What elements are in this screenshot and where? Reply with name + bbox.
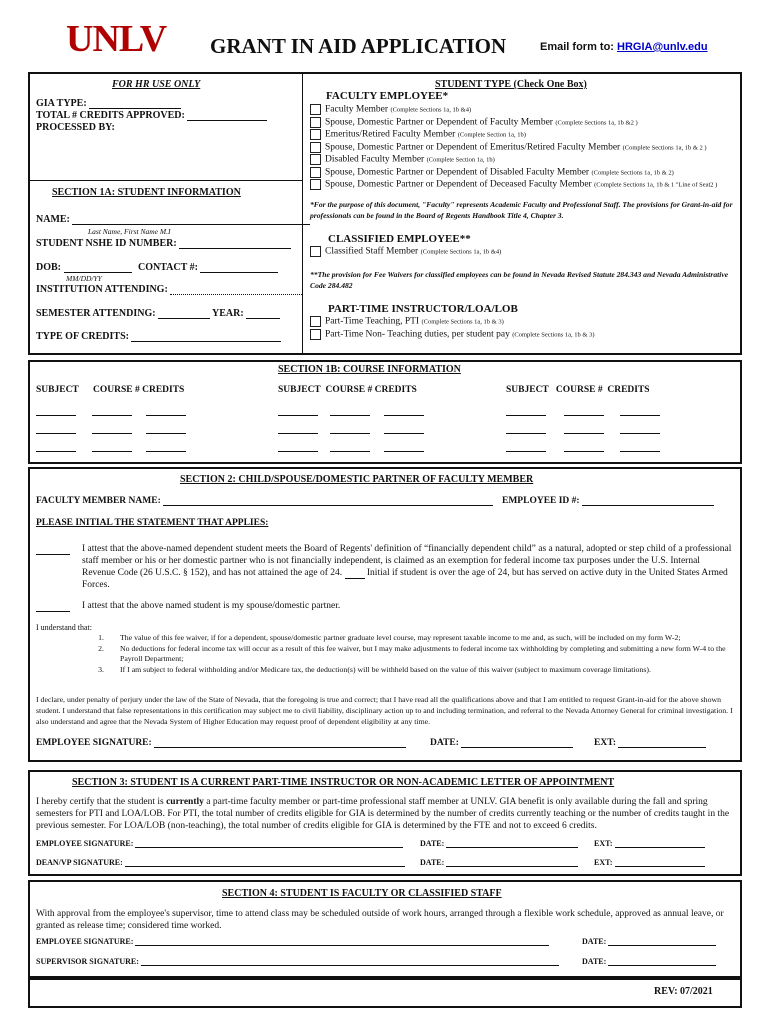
s3-date-field-1[interactable]: [420, 839, 578, 848]
course-blank[interactable]: [384, 415, 424, 416]
dean-signature-field[interactable]: [36, 858, 405, 867]
ext-label: EXT:: [594, 839, 613, 848]
faculty-option-3[interactable]: [310, 142, 740, 155]
option-label: Disabled Faculty Member: [325, 154, 425, 165]
date-label: DATE:: [420, 858, 445, 867]
date-label: DATE:: [582, 957, 607, 966]
faculty-name-field[interactable]: [36, 496, 493, 506]
revision-box: [28, 978, 742, 1008]
course-blank[interactable]: [564, 415, 604, 416]
option-label: Spouse, Domestic Partner or Dependent of Disabled Faculty Member: [325, 167, 590, 178]
year-label: YEAR:: [212, 308, 244, 319]
course-blank[interactable]: [92, 451, 132, 452]
list-text: If I am subject to federal withholding and/or Medicare tax, the deduction(s) will be withheld based on the value of this waiver (subject to maximum coverage limitations).: [120, 664, 651, 674]
checkbox[interactable]: [310, 246, 321, 257]
classified-employee-heading: CLASSIFIED EMPLOYEE**: [328, 233, 471, 245]
faculty-option-0[interactable]: [310, 104, 740, 117]
section1a-top-rule: [28, 180, 302, 181]
section1b-box: [28, 360, 742, 464]
course-header: COURSE #: [325, 385, 373, 395]
course-blank[interactable]: [36, 415, 76, 416]
course-blank[interactable]: [92, 415, 132, 416]
ext-label: EXT:: [594, 858, 613, 867]
processed-by-label: PROCESSED BY:: [36, 122, 115, 133]
s3-date-field-2[interactable]: [420, 858, 578, 867]
course-blank[interactable]: [36, 433, 76, 434]
student-type-heading: STUDENT TYPE (Check One Box): [435, 79, 587, 90]
signature-label: DEAN/VP SIGNATURE:: [36, 858, 123, 867]
initial-heading: PLEASE INITIAL THE STATEMENT THAT APPLIES:: [36, 518, 269, 528]
classified-footnote: **The provision for Fee Waivers for classified employees can be found in Nevada Revised Statute 284.343 and Nevada Administrative Code 284.482: [310, 270, 729, 290]
faculty-option-1[interactable]: [310, 117, 740, 130]
hr-use-heading: FOR HR USE ONLY: [112, 79, 201, 90]
subject-header: SUBJECT: [506, 385, 549, 395]
list-number: 2.: [98, 643, 104, 653]
course-blank[interactable]: [330, 433, 370, 434]
course-blank[interactable]: [564, 433, 604, 434]
faculty-option-6[interactable]: [310, 179, 740, 192]
section4-heading: SECTION 4: STUDENT IS FACULTY OR CLASSIFIED STAFF: [222, 888, 502, 899]
institution-label: INSTITUTION ATTENDING:: [36, 284, 168, 295]
total-credits-label: TOTAL # CREDITS APPROVED:: [36, 110, 185, 121]
section1a-heading: SECTION 1A: STUDENT INFORMATION: [52, 187, 241, 198]
name-hint: Last Name, First Name M.I: [88, 227, 171, 236]
credits-header: CREDITS: [374, 385, 417, 395]
supervisor-signature-field[interactable]: [36, 957, 559, 966]
nshe-field[interactable]: [36, 238, 291, 249]
year-field[interactable]: [212, 308, 280, 319]
course-col-2: [506, 385, 650, 395]
course-blank[interactable]: [506, 433, 546, 434]
checkbox[interactable]: [310, 179, 321, 190]
nshe-label: STUDENT NSHE ID NUMBER:: [36, 238, 177, 249]
course-blank[interactable]: [384, 451, 424, 452]
course-blank[interactable]: [36, 451, 76, 452]
dob-hint: MM/DD/YY: [66, 274, 102, 283]
faculty-name-label: FACULTY MEMBER NAME:: [36, 496, 161, 506]
dob-label: DOB:: [36, 262, 61, 273]
checkbox[interactable]: [310, 142, 321, 153]
section3-heading: SECTION 3: STUDENT IS A CURRENT PART-TIME INSTRUCTOR OR NON-ACADEMIC LETTER OF APPOINTMENT: [72, 777, 615, 788]
option-label: Part-Time Non- Teaching duties, per student pay: [325, 329, 510, 340]
text-part-b: currently: [166, 797, 204, 807]
faculty-options: [310, 104, 740, 192]
course-blank[interactable]: [146, 415, 186, 416]
over-24-blank[interactable]: [345, 578, 365, 579]
statement-1-text: I attest that the above-named dependent student meets the Board of Regents' definition of “financially dependent child” as a natural, adopted or step child of a professional staff member or his or her domestic partner who is not financially independent, is claimed as an exemption for federal income tax purposes under the U.S. Internal Revenue Code (26 U.S.C. § 152), and has not attained the age of 24.: [82, 544, 732, 578]
course-blank[interactable]: [278, 433, 318, 434]
signature-label: EMPLOYEE SIGNATURE:: [36, 937, 134, 946]
course-blank[interactable]: [92, 433, 132, 434]
list-item: [36, 665, 736, 676]
total-credits-field[interactable]: [36, 110, 267, 121]
name-label: NAME:: [36, 214, 70, 225]
s4-employee-signature-field[interactable]: [36, 937, 549, 946]
course-blank[interactable]: [278, 415, 318, 416]
s4-date-field-2[interactable]: [582, 957, 716, 966]
s3-ext-field-2[interactable]: [594, 858, 705, 867]
revision-date: REV: 07/2021: [654, 986, 713, 997]
course-blank[interactable]: [330, 415, 370, 416]
gia-type-label: GIA TYPE:: [36, 98, 87, 109]
faculty-option-5[interactable]: [310, 167, 740, 180]
checkbox[interactable]: [310, 129, 321, 140]
option-note: (Complete Sections 1a, 1b &4): [390, 106, 472, 114]
credit-type-label: TYPE OF CREDITS:: [36, 331, 129, 342]
email-label: Email form to:: [540, 41, 614, 53]
option-label: Spouse, Domestic Partner or Dependent of Emeritus/Retired Faculty Member: [325, 142, 621, 153]
subject-header: SUBJECT: [36, 385, 79, 395]
section3-text: [36, 796, 736, 832]
option-label: Spouse, Domestic Partner or Dependent of Faculty Member: [325, 117, 553, 128]
option-note: (Complete Sections 1a, 1b &2 ): [555, 119, 638, 127]
name-field[interactable]: [36, 214, 310, 225]
course-blank[interactable]: [620, 451, 660, 452]
institution-field[interactable]: [36, 284, 302, 295]
course-col-1: [278, 385, 417, 395]
ext-field[interactable]: [594, 738, 706, 748]
s3-employee-signature-field[interactable]: [36, 839, 403, 848]
faculty-option-4[interactable]: [310, 154, 740, 167]
declaration: I declare, under penalty of perjury under the law of the State of Nevada, that the foregoing is true and correct; that I have read all the qualifications above and that I am entitled to request Grant-in-aid for the above shown student. I understand that false representations in this certification may subject me to civil liability, disciplinary action up to and including termination, and referral to the Nevada Attorney General for criminal investigation. I also understand and agree that the Nevada System of Higher Education may request proof of dependent eligibility at any time.: [36, 695, 733, 726]
credits-header: CREDITS: [142, 385, 185, 395]
option-label: Part-Time Teaching, PTI: [325, 316, 420, 327]
faculty-employee-heading: FACULTY EMPLOYEE*: [326, 90, 449, 102]
list-number: 3.: [98, 664, 104, 674]
credits-header: CREDITS: [607, 385, 650, 395]
course-blank[interactable]: [278, 451, 318, 452]
section1b-heading: SECTION 1B: COURSE INFORMATION: [278, 364, 461, 375]
course-blank[interactable]: [506, 415, 546, 416]
statement-1: [82, 543, 732, 591]
option-note: (Complete Sections 1a, 1b &4): [420, 248, 502, 256]
s3-ext-field-1[interactable]: [594, 839, 705, 848]
course-blank[interactable]: [620, 433, 660, 434]
understand-label: I understand that:: [36, 623, 92, 632]
option-label: Spouse, Domestic Partner or Dependent of Deceased Faculty Member: [325, 179, 592, 190]
initial-blank-2[interactable]: [36, 611, 70, 612]
course-col-0: [36, 385, 184, 395]
section2-heading: SECTION 2: CHILD/SPOUSE/DOMESTIC PARTNER OF FACULTY MEMBER: [180, 474, 534, 485]
employee-signature-field[interactable]: [36, 738, 406, 748]
email-instruction: [540, 41, 708, 53]
semester-label: SEMESTER ATTENDING:: [36, 308, 156, 319]
date-field[interactable]: [430, 738, 573, 748]
course-header: COURSE #: [93, 385, 140, 395]
course-blank[interactable]: [330, 451, 370, 452]
understand-list: [36, 633, 736, 675]
classified-option[interactable]: [310, 246, 501, 257]
checkbox[interactable]: [310, 329, 321, 340]
pti-option-1[interactable]: [310, 329, 740, 342]
checkbox[interactable]: [310, 154, 321, 165]
email-link[interactable]: HRGIA@unlv.edu: [617, 41, 708, 53]
text-part-a: I hereby certify that the student is: [36, 797, 164, 807]
option-note: (Complete Sections 1a, 1b & 2): [591, 169, 674, 177]
faculty-option-2[interactable]: [310, 129, 740, 142]
checkbox[interactable]: [310, 316, 321, 327]
ext-label: EXT:: [594, 738, 616, 748]
dob-field[interactable]: [36, 262, 132, 273]
course-header: COURSE #: [555, 385, 603, 395]
contact-label: CONTACT #:: [138, 262, 198, 273]
credit-type-field[interactable]: [36, 331, 281, 342]
page-title: GRANT IN AID APPLICATION: [210, 34, 507, 58]
section4-text: With approval from the employee's supervisor, time to attend class may be scheduled outside of work hours, arranged through a flexible work schedule, approved as annual leave, or granted as release time; considered time worked.: [36, 909, 724, 931]
checkbox[interactable]: [310, 104, 321, 115]
course-blank[interactable]: [384, 433, 424, 434]
text-part-c: a part-time faculty member or part-time professional staff member at UNLV. GIA benefit is only available during the fall and spring semesters for PTI and LOA/LOB. For PTI, the total number of credits eligible for GIA is determined by the number of credits currently teaching or the number of credits taught in the previous semester. For LOA/LOB (non-teaching), the total number of credits eligible for GIA is determined by the FTE and not to exceed 6 credits.: [36, 797, 730, 831]
s4-date-field-1[interactable]: [582, 937, 716, 946]
list-text: No deductions for federal income tax will occur as a result of this fee waiver, but I may make adjustments to federal income tax withholding by completing and submitting a new form W-4 to the Payroll Department;: [120, 643, 726, 663]
signature-label: EMPLOYEE SIGNATURE:: [36, 839, 134, 848]
option-label: Classified Staff Member: [325, 246, 419, 257]
list-number: 1.: [98, 633, 104, 642]
option-note: (Complete Section 1a, 1b): [457, 131, 526, 139]
signature-label: SUPERVISOR SIGNATURE:: [36, 957, 139, 966]
statement-2: I attest that the above named student is my spouse/domestic partner.: [82, 601, 341, 611]
employee-id-field[interactable]: [502, 496, 714, 506]
list-item: [36, 633, 736, 644]
option-label: Emeritus/Retired Faculty Member: [325, 129, 456, 140]
employee-id-label: EMPLOYEE ID #:: [502, 496, 580, 506]
option-note: (Complete Sections 1a, 1b & 3): [421, 318, 504, 326]
list-item: [36, 644, 736, 665]
course-blank[interactable]: [506, 451, 546, 452]
pti-heading: PART-TIME INSTRUCTOR/LOA/LOB: [328, 303, 518, 315]
initial-blank-1[interactable]: [36, 554, 70, 555]
subject-header: SUBJECT: [278, 385, 321, 395]
unlv-logo: UNLV: [66, 18, 167, 60]
option-note: (Complete Sections 1a, 1b & 3): [512, 331, 595, 339]
pti-options: [310, 316, 740, 341]
course-blank[interactable]: [146, 451, 186, 452]
option-note: (Complete Section 1a, 1b): [426, 156, 495, 164]
option-label: Faculty Member: [325, 104, 389, 115]
date-label: DATE:: [430, 738, 459, 748]
checkbox[interactable]: [310, 167, 321, 178]
contact-field[interactable]: [138, 262, 278, 273]
date-label: DATE:: [420, 839, 445, 848]
list-text: The value of this fee waiver, if for a dependent, spouse/domestic partner graduate level course, may represent taxable income to me and, as such, will be included on my form W-2;: [120, 633, 681, 642]
pti-option-0[interactable]: [310, 316, 740, 329]
option-note: (Complete Sections 1a, 1b & 1 "Line of Seat2 ): [594, 181, 718, 189]
option-note: (Complete Sections 1a, 1b & 2 ): [622, 144, 707, 152]
date-label: DATE:: [582, 937, 607, 946]
statement-1-b-text: Initial if student is over the age of 24, but has served on active duty in the United States Armed Forces.: [82, 568, 728, 590]
course-blank[interactable]: [146, 433, 186, 434]
gia-type-field[interactable]: [36, 98, 181, 109]
semester-field[interactable]: [36, 308, 210, 319]
course-blank[interactable]: [620, 415, 660, 416]
checkbox[interactable]: [310, 117, 321, 128]
course-blank[interactable]: [564, 451, 604, 452]
signature-label: EMPLOYEE SIGNATURE:: [36, 738, 152, 748]
faculty-footnote: *For the purpose of this document, "Faculty" represents Academic Faculty and Professional Staff. The provisions for Grant-in-aid for professionals can be found in the Board of Regents Handbook Title 4, Chapter 3.: [310, 200, 733, 220]
